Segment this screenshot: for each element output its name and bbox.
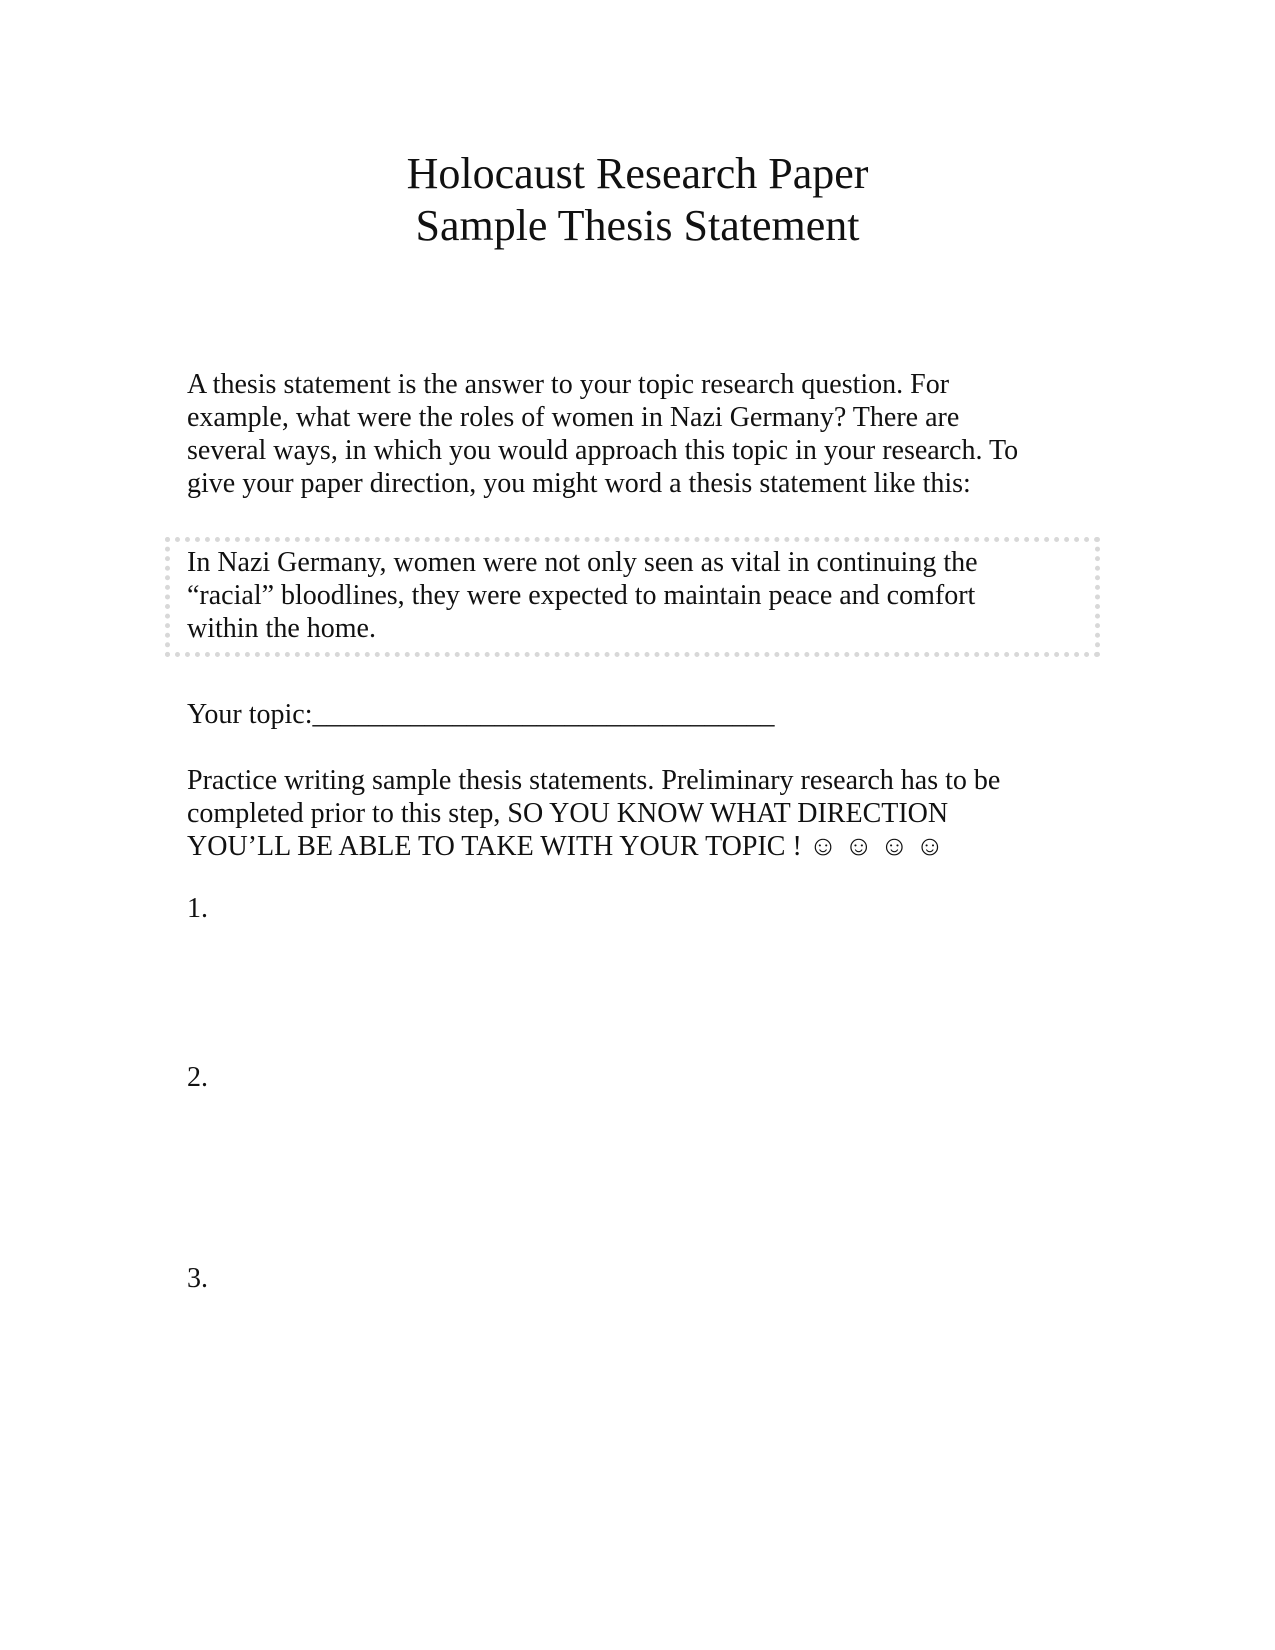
your-topic-label: Your topic:_________________________________ xyxy=(187,699,775,730)
intro-line: give your paper direction, you might word a thesis statement like this: xyxy=(187,468,971,499)
your-topic-field xyxy=(187,698,775,731)
page-title xyxy=(0,148,1275,252)
practice-line: Practice writing sample thesis statements. Preliminary research has to be xyxy=(187,765,1001,796)
practice-line: completed prior to this step, SO YOU KNOW WHAT DIRECTION xyxy=(187,798,949,829)
example-line: “racial” bloodlines, they were expected to maintain peace and comfort xyxy=(187,580,976,611)
example-line: within the home. xyxy=(187,613,376,644)
title-line-2: Sample Thesis Statement xyxy=(415,201,860,250)
intro-line: several ways, in which you would approach this topic in your research. To xyxy=(187,435,1019,466)
intro-line: A thesis statement is the answer to your topic research question. For xyxy=(187,369,950,400)
list-number-1: 1. xyxy=(187,893,208,924)
example-thesis xyxy=(187,546,978,645)
example-line: In Nazi Germany, women were not only seen as vital in continuing the xyxy=(187,547,978,578)
list-number-2: 2. xyxy=(187,1062,208,1093)
title-line-1: Holocaust Research Paper xyxy=(406,149,869,198)
list-number-3: 3. xyxy=(187,1263,208,1294)
intro-line: example, what were the roles of women in Nazi Germany? There are xyxy=(187,402,960,433)
practice-line: YOU’LL BE ABLE TO TAKE WITH YOUR TOPIC ! ☺ ☺ ☺ ☺ xyxy=(187,831,945,862)
practice-paragraph xyxy=(187,764,1000,863)
intro-paragraph xyxy=(187,368,1018,500)
